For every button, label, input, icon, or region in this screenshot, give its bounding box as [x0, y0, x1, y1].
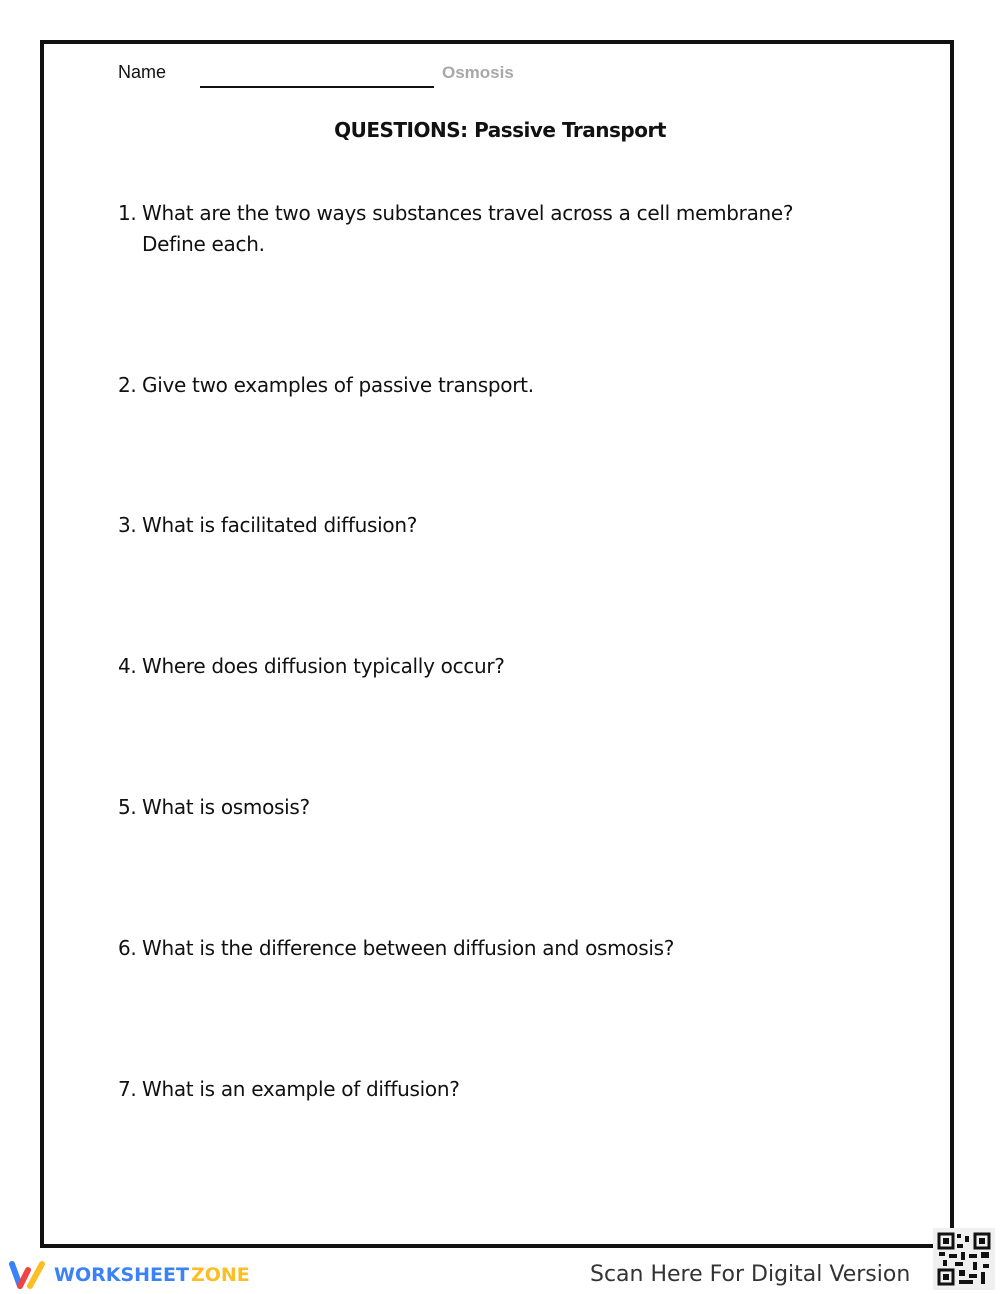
brand-part2: ZONE: [190, 1264, 250, 1286]
topic-label: Osmosis: [442, 63, 514, 82]
question-number: 2.: [118, 373, 137, 397]
question-6: [118, 933, 674, 964]
question-number: 5.: [118, 795, 137, 819]
question-number: 6.: [118, 936, 137, 960]
question-3: [118, 510, 417, 541]
name-input-line[interactable]: [200, 86, 434, 88]
question-number: 1.: [118, 201, 137, 225]
question-7: [118, 1074, 460, 1105]
page-title: QUESTIONS: Passive Transport: [334, 118, 666, 142]
brand-part1: WORKSHEET: [54, 1264, 189, 1286]
question-text: What is an example of diffusion?: [142, 1077, 460, 1101]
question-number: 4.: [118, 654, 137, 678]
question-text: What are the two ways substances travel across a cell membrane?: [142, 201, 794, 225]
name-label: Name: [118, 62, 167, 82]
question-number: 7.: [118, 1077, 137, 1101]
question-text: What is facilitated diffusion?: [142, 513, 418, 537]
question-text: Where does diffusion typically occur?: [142, 654, 505, 678]
scan-text: Scan Here For Digital Version: [590, 1262, 911, 1287]
question-number: 3.: [118, 513, 137, 537]
qr-code-icon[interactable]: [933, 1228, 995, 1290]
worksheetzone-logo[interactable]: [8, 1260, 250, 1290]
logo-w-icon: [8, 1260, 48, 1290]
question-text: What is the difference between diffusion and osmosis?: [142, 936, 675, 960]
question-5: [118, 792, 310, 823]
question-1: [118, 198, 793, 260]
question-4: [118, 651, 505, 682]
question-text: Give two examples of passive transport.: [142, 373, 534, 397]
question-text-cont: Define each.: [142, 232, 265, 256]
question-text: What is osmosis?: [142, 795, 310, 819]
question-2: [118, 370, 534, 401]
